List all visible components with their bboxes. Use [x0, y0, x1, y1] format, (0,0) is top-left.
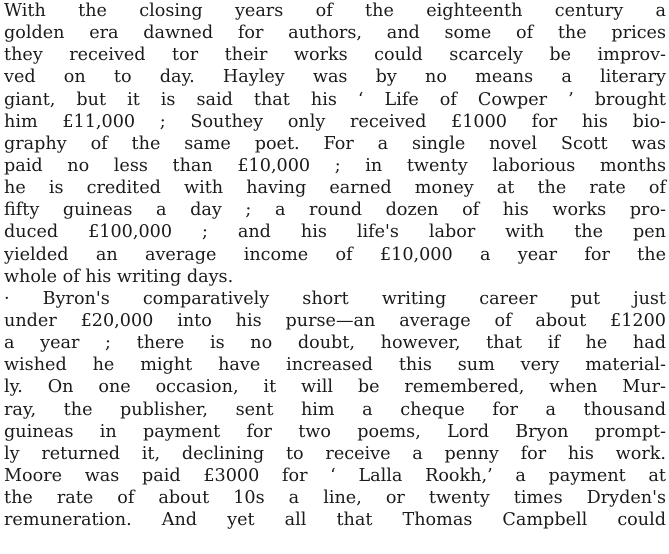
text-line: With the closing years of the eighteenth century a — [4, 1, 666, 21]
text-line: fifty guineas a day ; a round dozen of his works pro- — [4, 200, 666, 221]
text-line: golden era dawned for authors, and some of the prices — [4, 23, 666, 44]
text-line: graphy of the same poet. For a single novel Scott was — [4, 133, 666, 154]
text-line: under £20,000 into his purse—an average of about £1200 — [4, 310, 666, 331]
text-line: him £11,000 ; Southey only received £1000 for his bio- — [4, 111, 666, 132]
text-line: whole of his writing days. — [4, 266, 234, 287]
paragraph-authors-golden-era — [4, 0, 666, 288]
newspaper-article — [4, 0, 666, 531]
text-line: remuneration. And yet all that Thomas Campbell could — [4, 510, 666, 531]
text-line: · Byron's comparatively short writing career put just — [4, 288, 666, 309]
text-line: giant, but it is said that his ‘ Life of Cowper ’ brought — [4, 89, 666, 110]
text-line: they received tor their works could scarcely be improv- — [4, 45, 666, 66]
text-line: wished he might have increased this sum very material- — [4, 355, 666, 376]
text-line: ray, the publisher, sent him a cheque for a thousand — [4, 399, 666, 420]
text-line: he is credited with having earned money at the rate of — [4, 178, 666, 199]
text-line: ly. On one occasion, it will be remembered, when Mur- — [4, 377, 666, 398]
text-line: the rate of about 10s a line, or twenty times Dryden's — [4, 488, 666, 509]
text-line: guineas in payment for two poems, Lord Bryon prompt- — [4, 421, 666, 442]
text-line: paid no less than £10,000 ; in twenty laborious months — [4, 155, 666, 176]
text-line: ved on to day. Hayley was by no means a literary — [4, 67, 666, 88]
text-line: a year ; there is no doubt, however, that if he had — [4, 333, 666, 354]
text-line: Moore was paid £3000 for ‘ Lalla Rookh,’ a payment at — [4, 465, 666, 486]
text-line: yielded an average income of £10,000 a year for the — [4, 244, 666, 265]
paragraph-byron-earnings — [4, 288, 666, 532]
text-line: duced £100,000 ; and his life's labor with the pen — [4, 222, 666, 243]
text-line: ly returned it, declining to receive a penny for his work. — [4, 443, 666, 464]
